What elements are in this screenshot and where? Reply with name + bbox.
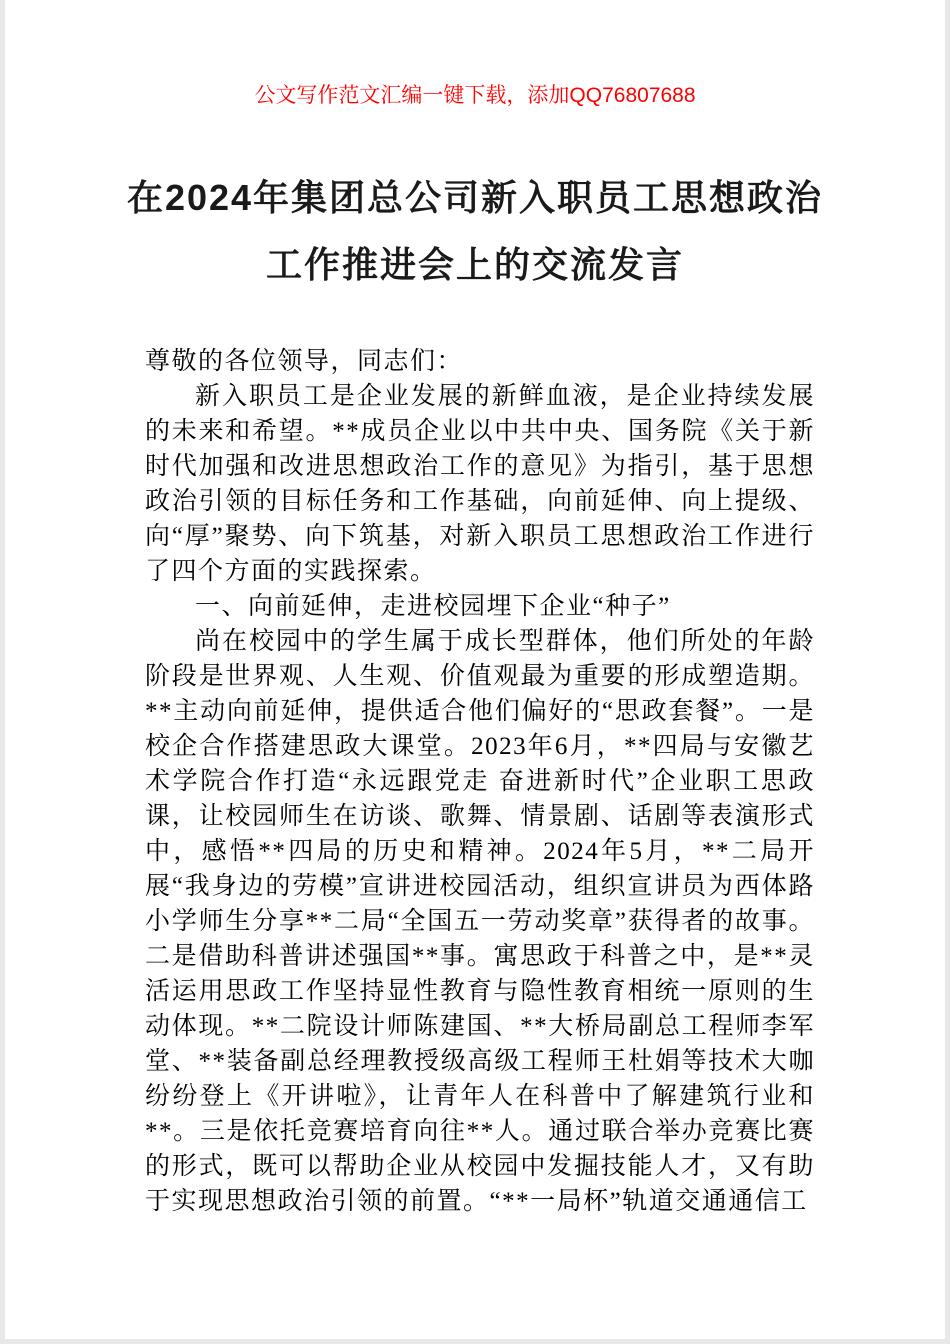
page-edge-left <box>0 0 5 1344</box>
section-heading: 一、向前延伸，走进校园埋下企业“种子” <box>195 593 671 620</box>
promo-notice: 公文写作范文汇编一键下载，添加QQ76807688 <box>254 84 696 107</box>
document-title-line2: 工作推进会上的交流发言 <box>265 244 684 285</box>
paragraph-intro: 新入职员工是企业发展的新鲜血液，是企业持续发展的未来和希望。**成员企业以中共中央、国务院《关于新时代加强和改进思想政治工作的意见》为指引，基于思想政治引领的目标任务和工作基础，向前延伸、向上提级、向“厚”聚势、向下筑基，对新入职员工思想政治工作进行了四个方面的实践探索。 <box>145 383 815 585</box>
paragraph-section-body: 尚在校园中的学生属于成长型群体，他们所处的年龄阶段是世界观、人生观、价值观最为重要的形成塑造期。**主动向前延伸，提供适合他们偏好的“思政套餐”。一是校企合作搭建思政大课堂。2023年6月，**四局与安徽艺术学院合作打造“永远跟党走 奋进新时代”企业职工思政课，让校园师生在访谈、歌舞、情景剧、话剧等表演形式中，感悟**四局的历史和精神。2024年5月，**二局开展“我身边的劳模”宣讲进校园活动，组织宣讲员为西体路小学师生分享**二局“全国五一劳动奖章”获得者的故事。二是借助科普讲述强国**事。寓思政于科普之中，是**灵活运用思政工作坚持显性教育与隐性教育相统一原则的生动体现。**二院设计师陈建国、**大桥局副总工程师李军堂、**装备副总经理教授级高级工程师王杜娟等技术大咖纷纷登上《开讲啦》，让青年人在科普中了解建筑行业和**。三是依托竞赛培育向往**人。通过联合举办竞赛比赛的形式，既可以帮助企业从校园中发掘技能人才，又有助于实现思想政治引领的前置。“**一局杯”轨道交通通信工 <box>145 628 815 1215</box>
page-edge-right <box>945 0 950 1344</box>
page-edge-bottom <box>0 1339 950 1344</box>
document-title-line1: 在2024年集团总公司新入职员工思想政治 <box>126 177 824 218</box>
document-body <box>145 344 815 1219</box>
document-title <box>0 164 950 298</box>
greeting-line: 尊敬的各位领导，同志们： <box>145 348 464 375</box>
